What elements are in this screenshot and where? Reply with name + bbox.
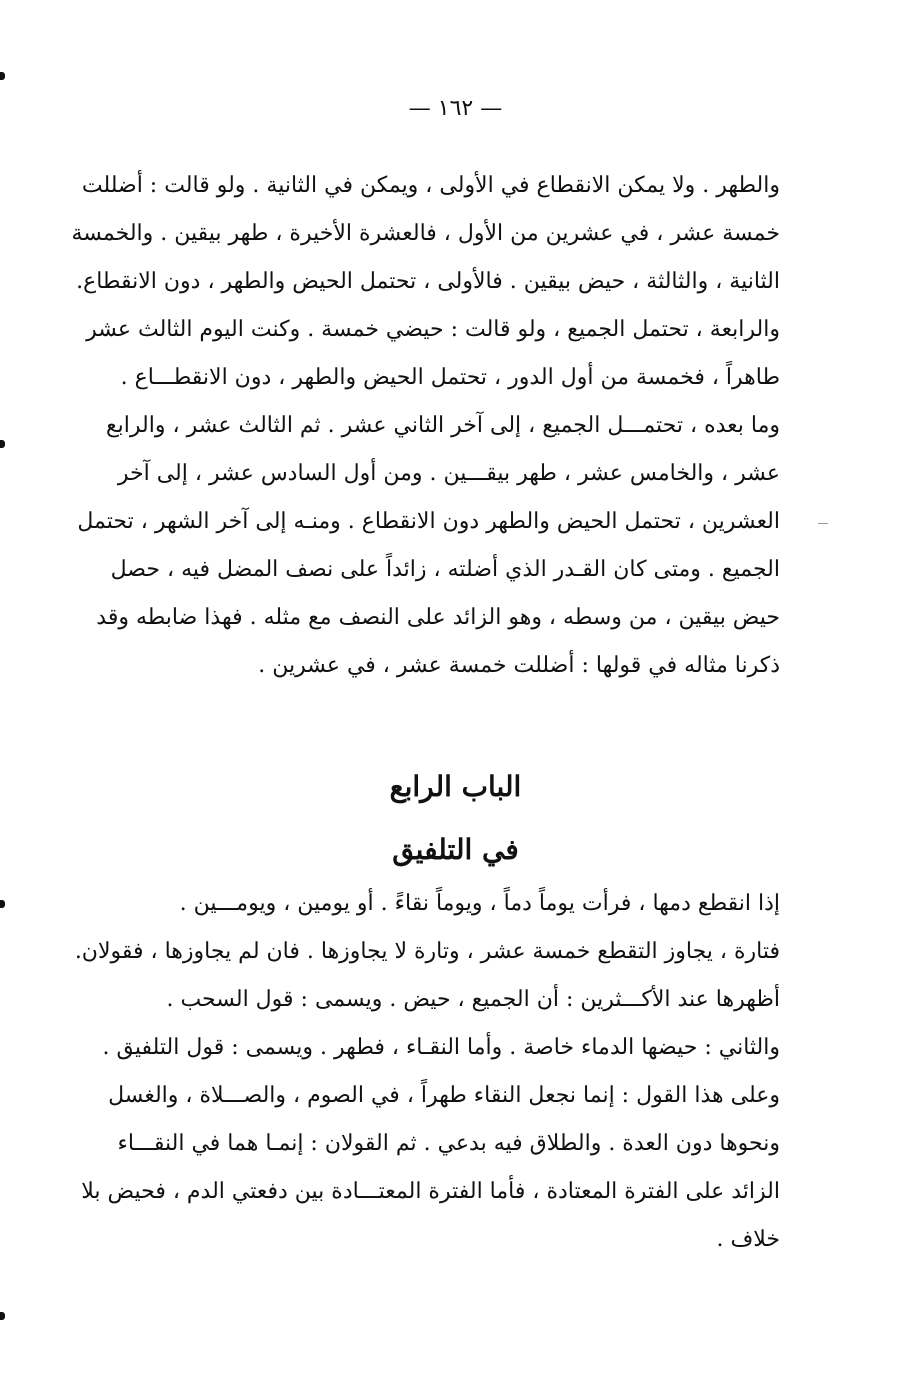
text-line: العشرين ، تحتمل الحيض والطهر دون الانقطاع . ومنـه إلى آخر الشهر ، تحتمل [77,509,780,534]
paragraph-2 [58,880,780,1264]
text-line: عشر ، والخامس عشر ، طهر بيقـــين . ومن أول السادس عشر ، إلى آخر [117,461,780,486]
scan-edge-mark [0,900,5,908]
scan-edge-mark [0,72,5,80]
text-line: والثاني : حيضها الدماء خاصة . وأما النقـاء ، فطهر . ويسمى : قول التلفيق . [102,1035,780,1060]
text-line: وعلى هذا القول : إنما نجعل النقاء طهراً ، في الصوم ، والصـــلاة ، والغسل [108,1083,780,1108]
text-line: ونحوها دون العدة . والطلاق فيه بدعي . ثم القولان : إنمـا هما في النقـــاء [117,1131,780,1156]
margin-tick [818,523,828,524]
scan-edge-mark [0,1312,5,1320]
text-line: خلاف . [716,1227,780,1252]
text-line: أظهرها عند الأكـــثرين : أن الجميع ، حيض . ويسمى : قول السحب . [166,987,780,1012]
text-line: والرابعة ، تحتمل الجميع ، ولو قالت : حيضي خمسة . وكنت اليوم الثالث عشر [86,317,780,342]
text-line: وما بعده ، تحتمـــل الجميع ، إلى آخر الثاني عشر . ثم الثالث عشر ، والرابع [105,413,780,438]
scan-edge-mark [0,440,5,448]
text-line: والطهر . ولا يمكن الانقطاع في الأولى ، ويمكن في الثانية . ولو قالت : أضللت [81,173,780,198]
text-line: إذا انقطع دمها ، فرأت يوماً دماً ، ويوماً نقاءً . أو يومين ، ويومـــين . [179,891,780,916]
chapter-title: الباب الرابع [389,770,522,803]
text-line: فتارة ، يجاوز التقطع خمسة عشر ، وتارة لا يجاوزها . فان لم يجاوزها ، فقولان. [74,939,780,964]
text-line: ذكرنا مثاله في قولها : أضللت خمسة عشر ، في عشرين . [258,653,780,678]
paragraph-1 [58,162,780,690]
text-line: الثانية ، والثالثة ، حيض بيقين . فالأولى ، تحتمل الحيض والطهر ، دون الانقطاع. [76,269,780,294]
text-line: حيض بيقين ، من وسطه ، وهو الزائد على النصف مع مثله . فهذا ضابطه وقد [96,605,780,630]
text-line: الجميع . ومتى كان القـدر الذي أضلته ، زائداً على نصف المضل فيه ، حصل [110,557,780,582]
page-number: — ١٦٢ — [408,96,503,121]
chapter-subtitle: في التلفيق [392,833,519,866]
text-line: خمسة عشر ، في عشرين من الأول ، فالعشرة الأخيرة ، طهر بيقين . والخمسة [71,221,780,246]
text-line: طاهراً ، فخمسة من أول الدور ، تحتمل الحيض والطهر ، دون الانقطـــاع . [120,365,780,390]
text-line: الزائد على الفترة المعتادة ، فأما الفترة المعتـــادة بين دفعتي الدم ، فحيض بلا [81,1179,780,1204]
